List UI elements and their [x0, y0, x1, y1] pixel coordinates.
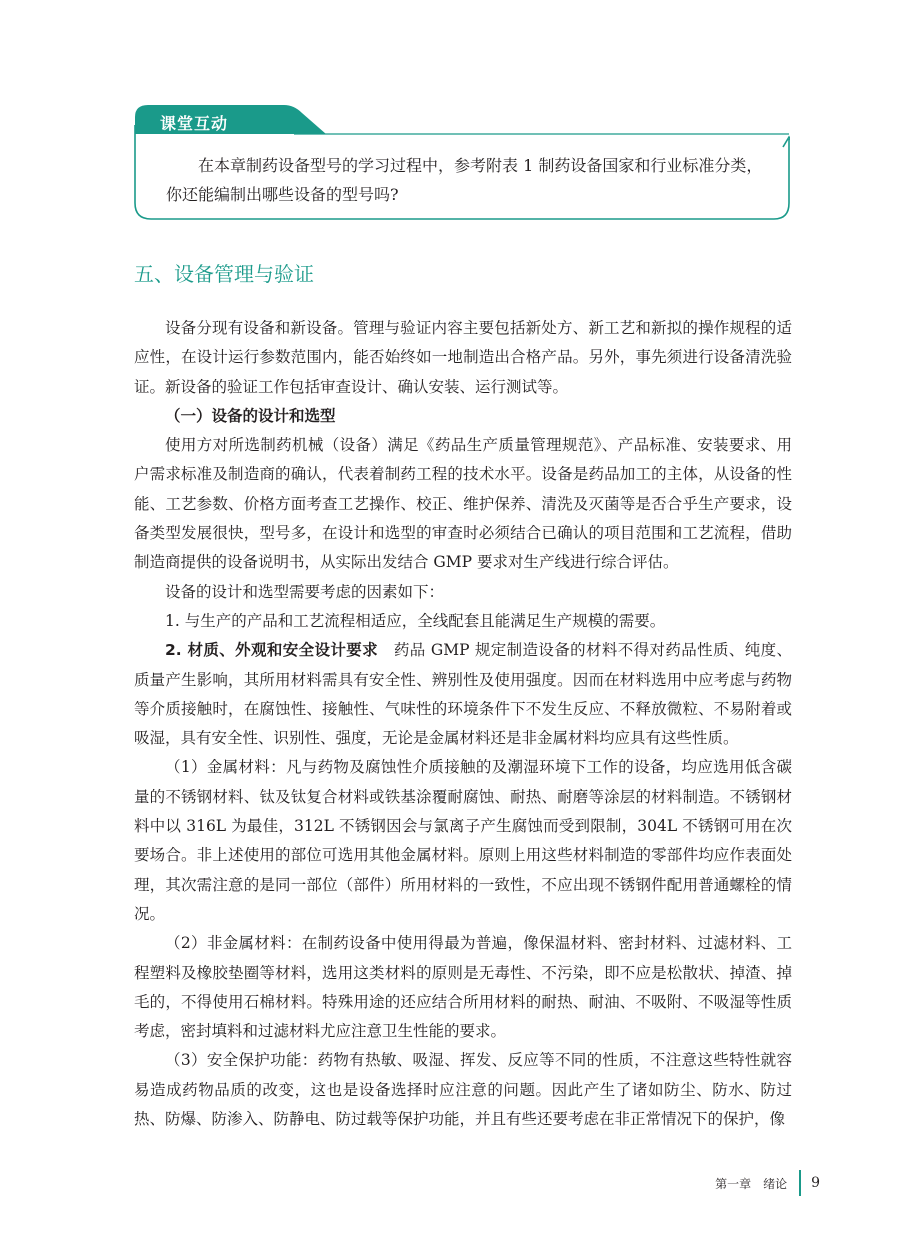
- item-2-text: 药品 GMP 规定制造设备的材料不得对药品性质、纯度、质量产生影响，其所用材料需具有安全性、辨别性及使用强度。因而在材料选用中应考虑与药物等介质接触时，在腐蚀性、接触性、气味性的环境条件下不发生反应、不释放微粒、不易附着或吸湿，具有安全性、识别性、强度，无论是金属材料还是非金属材料均应具有这些性质。: [134, 641, 792, 748]
- paragraph-factors: 设备的设计和选型需要考虑的因素如下：: [165, 582, 445, 601]
- item-2-heading: 2. 材质、外观和安全设计要求: [165, 641, 378, 660]
- interaction-box-text: 在本章制药设备型号的学习过程中，参考附表 1 制药设备国家和行业标准分类，你还能编制出哪些设备的型号吗?: [166, 156, 763, 204]
- paragraph-item-2: [134, 636, 792, 753]
- interaction-box-title: 课堂互动: [160, 114, 229, 133]
- paragraph-design: 使用方对所选制药机械（设备）满足《药品生产质量管理规范》、产品标准、安装要求、用户需求标准及制造商的确认，代表着制药工程的技术水平。设备是药品加工的主体，从设备的性能、工艺参数、价格方面考查工艺操作、校正、维护保养、清洗及灭菌等是否合乎生产要求，设备类型发展很快，型号多，在设计和选型的审查时必须结合已确认的项目范围和工艺流程，借助制造商提供的设备说明书，从实际出发结合 GMP 要求对生产线进行综合评估。: [134, 436, 792, 572]
- footer-chapter: 第一章 绪论: [715, 1176, 788, 1191]
- footer-divider: [799, 1170, 801, 1196]
- subheading-design-selection: （一）设备的设计和选型: [165, 406, 336, 425]
- page-number: 9: [811, 1175, 820, 1191]
- classroom-interaction-box: [134, 103, 790, 221]
- paragraph-nonmetal-materials: （2）非金属材料：在制药设备中使用得最为普遍，像保温材料、密封材料、过滤材料、工程塑料及橡胶垫圈等材料，选用这类材料的原则是无毒性、不污染，即不应是松散状、掉渣、掉毛的，不得使用石棉材料。特殊用途的还应结合所用材料的耐热、耐油、不吸附、不吸湿等性质考虑，密封填料和过滤材料尤应注意卫生性能的要求。: [134, 934, 792, 1041]
- paragraph-item-1: 1. 与生产的产品和工艺流程相适应，全线配套且能满足生产规模的需要。: [165, 611, 666, 630]
- page-footer: [715, 1170, 820, 1196]
- body-text: [134, 314, 792, 1134]
- paragraph-safety-protection: （3）安全保护功能：药物有热敏、吸湿、挥发、反应等不同的性质，不注意这些特性就容易造成药物品质的改变，这也是设备选择时应注意的问题。因此产生了诸如防尘、防水、防过热、防爆、防渗入、防静电、防过载等保护功能，并且有些还要考虑在非正常情况下的保护，像: [134, 1051, 792, 1129]
- section-title: 五、设备管理与验证: [134, 262, 314, 286]
- paragraph-intro: 设备分现有设备和新设备。管理与验证内容主要包括新处方、新工艺和新拟的操作规程的适应性，在设计运行参数范围内，能否始终如一地制造出合格产品。另外，事先须进行设备清洗验证。新设备的验证工作包括审查设计、确认安装、运行测试等。: [134, 319, 792, 396]
- paragraph-metal-materials: （1）金属材料：凡与药物及腐蚀性介质接触的及潮湿环境下工作的设备，均应选用低含碳量的不锈钢材料、钛及钛复合材料或铁基涂覆耐腐蚀、耐热、耐磨等涂层的材料制造。不锈钢材料中以 316L 为最佳，312L 不锈钢因会与氯离子产生腐蚀而受到限制，304L 不锈钢可用在次要场合。非上述使用的部位可选用其他金属材料。原则上用这些材料制造的零部件均应作表面处理，其次需注意的是同一部位（部件）所用材料的一致性，不应出现不锈钢件配用普通螺栓的情况。: [134, 758, 792, 923]
